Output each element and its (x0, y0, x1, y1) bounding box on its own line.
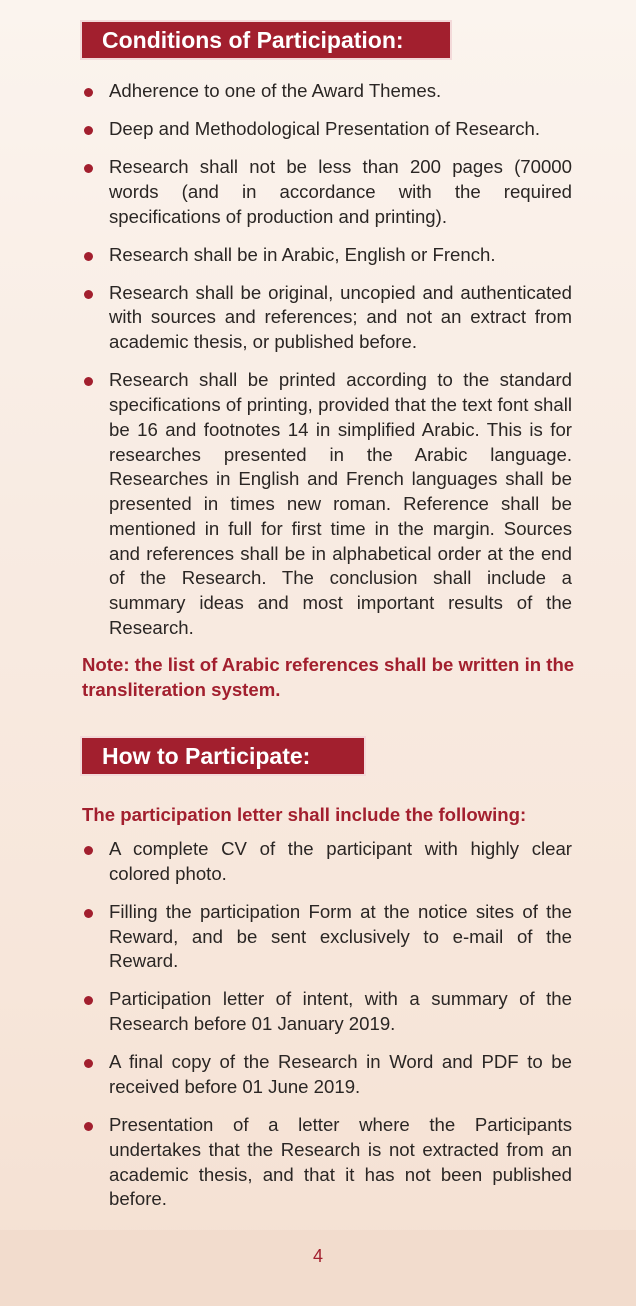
list-item: Research shall be printed according to the standard specifications of printing, provided that the text font shall be 16 and footnotes 14 in simplified Arabic. This is for researches presented in the Arabic language. Researches in English and French languages shall be presented in times new roman. Reference shall be mentioned in full for first time in the margin. Sources and references shall be in alphabetical order at the end of the Research. The conclusion shall include a summary ideas and most important results of the Research. (82, 368, 572, 641)
list-item: Research shall be in Arabic, English or French. (82, 243, 572, 268)
list-item: A complete CV of the participant with highly clear colored photo. (82, 837, 572, 887)
list-item: Research shall be original, uncopied and authenticated with sources and references; and not an extract from academic thesis, or published before. (82, 281, 572, 355)
participate-list (82, 837, 572, 1225)
arabic-references-note: Note: the list of Arabic references shall be written in the transliteration system. (82, 654, 575, 700)
participation-letter-intro: The participation letter shall include the following: (82, 804, 527, 825)
footer-band (0, 1230, 636, 1306)
list-item: Filling the participation Form at the notice sites of the Reward, and be sent exclusively to e-mail of the Reward. (82, 900, 572, 974)
list-item: Deep and Methodological Presentation of Research. (82, 117, 572, 142)
page-number: 4 (312, 1246, 323, 1266)
list-item: Participation letter of intent, with a summary of the Research before 01 January 2019. (82, 987, 572, 1037)
list-item: Adherence to one of the Award Themes. (82, 79, 572, 104)
list-item: Presentation of a letter where the Participants undertakes that the Research is not extracted from an academic thesis, and that it has not been published before. (82, 1113, 572, 1212)
conditions-list (82, 79, 572, 654)
list-item: Research shall not be less than 200 pages (70000 words (and in accordance with the required specifications of production and printing). (82, 155, 572, 229)
list-item: A final copy of the Research in Word and PDF to be received before 01 June 2019. (82, 1050, 572, 1100)
conditions-heading: Conditions of Participation: (82, 22, 450, 58)
participate-heading: How to Participate: (82, 738, 364, 774)
